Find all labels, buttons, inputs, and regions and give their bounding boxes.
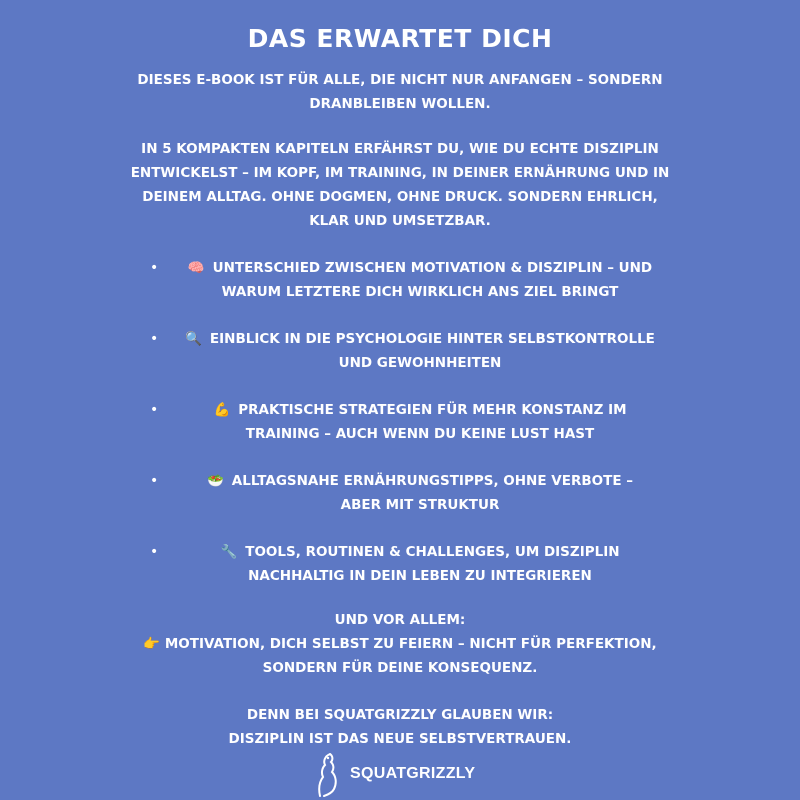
list-item bbox=[0, 469, 800, 540]
closing-heading: UND VOR ALLEM: bbox=[334, 612, 466, 628]
bullet-marker: • bbox=[150, 402, 159, 418]
magnifier-icon: 🔍 bbox=[185, 331, 202, 347]
pointing-hand-icon: 👉 bbox=[143, 636, 161, 652]
intro-text: DIESES E-BOOK IST FÜR ALLE, DIE NICHT NUR ANFANGEN – SONDERN DRANBLEIBEN WOLLEN. bbox=[137, 72, 663, 112]
list-item bbox=[0, 327, 800, 398]
brand-statement bbox=[160, 703, 640, 751]
list-item-text: TOOLS, ROUTINEN & CHALLENGES, UM DISZIPLIN NACHHALTIG IN DEIN LEBEN ZU INTEGRIEREN bbox=[245, 544, 620, 584]
feature-list bbox=[0, 256, 800, 611]
list-item-text: UNTERSCHIED ZWISCHEN MOTIVATION & DISZIPLIN – UND WARUM LETZTERE DICH WIRKLICH ANS ZIEL BRINGT bbox=[212, 260, 653, 300]
brand-statement-line2: DISZIPLIN IST DAS NEUE SELBSTVERTRAUEN. bbox=[228, 731, 572, 747]
closing-body: MOTIVATION, DICH SELBST ZU FEIERN – NICHT FÜR PERFEKTION, SONDERN FÜR DEINE KONSEQUENZ. bbox=[164, 636, 657, 676]
brain-icon: 🧠 bbox=[187, 260, 205, 276]
bullet-marker: • bbox=[150, 473, 159, 489]
description-text: IN 5 KOMPAKTEN KAPITELN ERFÄHRST DU, WIE DU ECHTE DISZIPLIN ENTWICKELST – IM KOPF, IM TRAINING, IN DEINER ERNÄHRUNG UND IN DEINEM ALLTAG. OHNE DOGMEN, OHNE DRUCK. SONDERN EHRLICH, KLAR UND UMSETZBAR. bbox=[130, 141, 670, 229]
brand-statement-line1: DENN BEI SQUATGRIZZLY GLAUBEN WIR: bbox=[246, 707, 554, 723]
closing-text bbox=[140, 608, 660, 680]
list-item-text: ALLTAGSNAHE ERNÄHRUNGSTIPPS, OHNE VERBOTE – ABER MIT STRUKTUR bbox=[231, 473, 633, 513]
flexed-biceps-icon: 💪 bbox=[213, 402, 231, 418]
list-item-text: PRAKTISCHE STRATEGIEN FÜR MEHR KONSTANZ IM TRAINING – AUCH WENN DU KEINE LUST HAST bbox=[238, 402, 627, 442]
salad-icon: 🥗 bbox=[206, 473, 224, 489]
bullet-marker: • bbox=[150, 260, 159, 276]
grizzly-silhouette-icon bbox=[312, 752, 346, 798]
logo-text: SQUATGRIZZLY bbox=[350, 765, 476, 782]
list-item bbox=[0, 256, 800, 327]
wrench-icon: 🔧 bbox=[220, 544, 238, 560]
list-item-text: EINBLICK IN DIE PSYCHOLOGIE HINTER SELBSTKONTROLLE UND GEWOHNHEITEN bbox=[209, 331, 655, 371]
bullet-marker: • bbox=[150, 544, 159, 560]
brand-logo bbox=[0, 752, 800, 798]
list-item bbox=[0, 540, 800, 611]
bullet-marker: • bbox=[150, 331, 159, 347]
list-item bbox=[0, 398, 800, 469]
page-title: DAS ERWARTET DICH bbox=[247, 24, 553, 53]
